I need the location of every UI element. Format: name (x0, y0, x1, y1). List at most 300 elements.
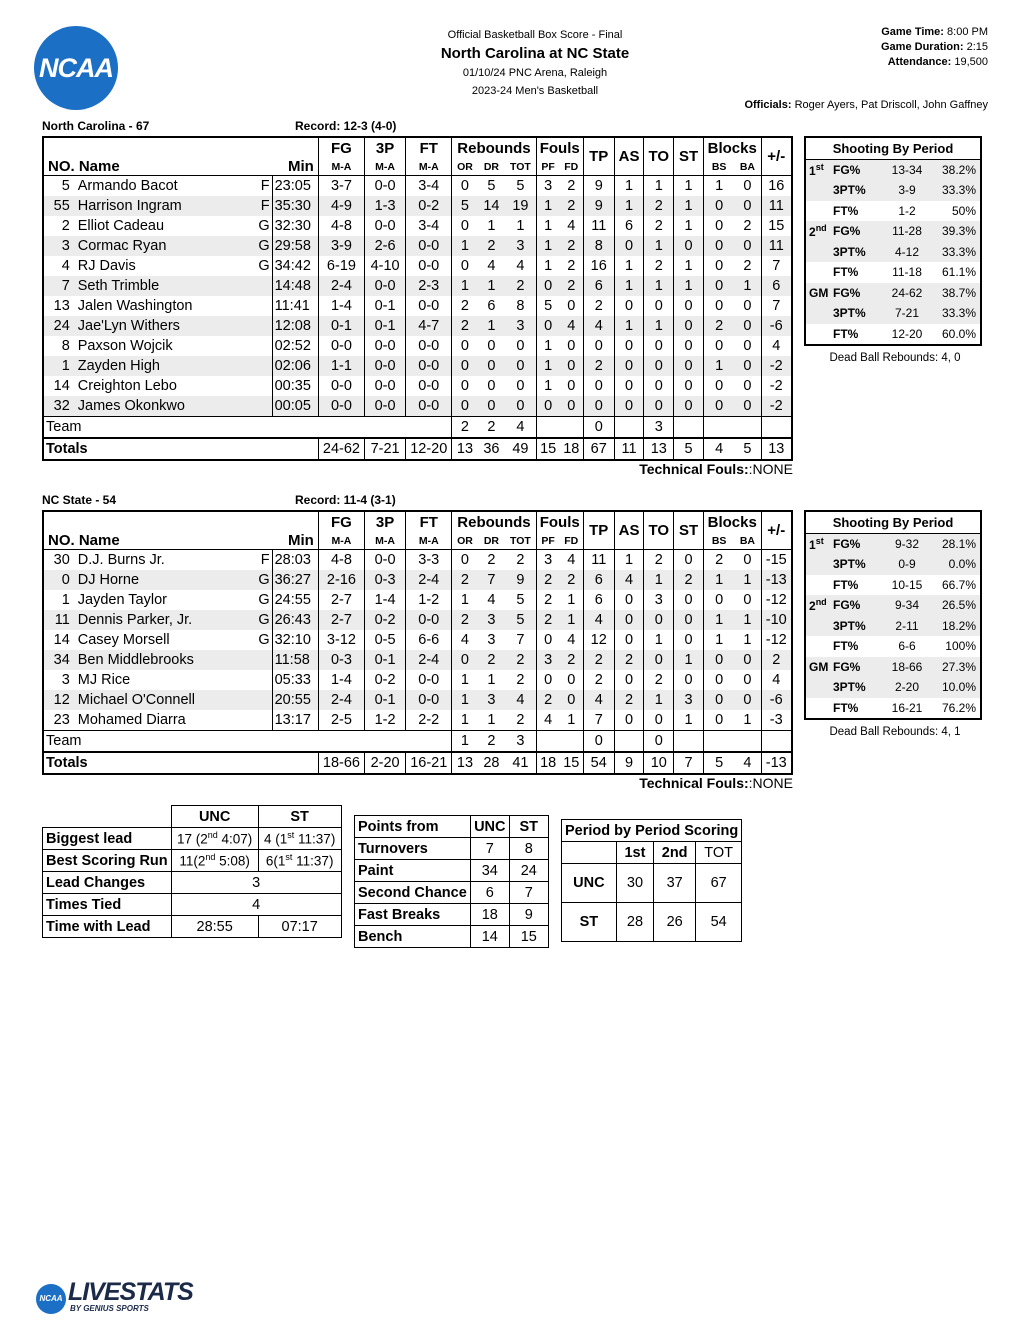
shooting-made-attempted: 9-34 (879, 595, 935, 616)
player-name (72, 296, 272, 316)
player-pm: -2 (761, 356, 792, 376)
player-to: 2 (644, 216, 674, 236)
player-to: 2 (644, 256, 674, 276)
player-fg: 6-19 (318, 256, 364, 276)
points-from-unc: 18 (470, 904, 509, 926)
shooting-stat-label: FG% (831, 533, 879, 554)
shooting-percentage: 38.7% (935, 283, 981, 304)
player-row (43, 296, 792, 316)
player-bs: 1 (715, 178, 724, 194)
player-name: Zayden High (77, 358, 160, 374)
player-fg: 2-16 (318, 570, 364, 590)
player-or: 4 (460, 632, 469, 648)
player-bs: 0 (703, 276, 734, 296)
points-from-unc: 14 (470, 926, 509, 948)
shooting-percentage: 50% (951, 203, 976, 218)
dead-ball-rebounds: Dead Ball Rebounds: 4, 1 (829, 725, 961, 738)
player-pf: 3 (536, 650, 560, 670)
player-ba: 0 (734, 296, 761, 316)
game-title: North Carolina at NC State (440, 45, 630, 62)
player-tot: 0 (505, 376, 536, 396)
totals-label: Totals (43, 752, 318, 774)
player-tp: 9 (583, 196, 614, 216)
best-run-label: Best Scoring Run (43, 850, 172, 872)
summary-header-st: ST (258, 806, 341, 828)
player-tot: 8 (505, 296, 536, 316)
game-time-label: Game Time: (881, 26, 944, 38)
totals-to: 10 (644, 752, 674, 774)
team-tp: 0 (583, 417, 614, 439)
player-dr: 3 (478, 690, 506, 710)
fg-header: FG (318, 511, 364, 532)
points-from-unc: 6 (470, 882, 509, 904)
player-st: 0 (674, 356, 704, 376)
game-summary-table (42, 805, 342, 938)
shooting-made-attempted: 2-20 (879, 677, 935, 698)
player-row (43, 670, 792, 690)
player-fg: 4-9 (318, 196, 364, 216)
period-label: GM (809, 659, 829, 674)
totals-as: 11 (614, 438, 644, 460)
player-pm: 11 (761, 196, 792, 216)
player-name (72, 276, 272, 296)
period-score: 67 (696, 864, 742, 903)
player-ba: 0 (734, 670, 761, 690)
tot-header: TOT (505, 532, 536, 550)
player-no: 30 (53, 552, 70, 568)
player-bs: 0 (703, 396, 734, 417)
player-ba: 0 (734, 316, 761, 336)
player-as: 1 (614, 550, 644, 571)
points-from-st: 8 (509, 838, 548, 860)
player-as: 0 (614, 396, 644, 417)
player-pm: -3 (769, 712, 783, 728)
player-st: 1 (674, 216, 704, 236)
shooting-stat-label: FT% (833, 577, 859, 592)
bs-header: BS (703, 532, 734, 550)
player-tp: 16 (583, 256, 614, 276)
player-tp: 11 (583, 216, 614, 236)
ba-header: BA (734, 532, 761, 550)
totals-row (43, 752, 792, 774)
season: 2023-24 Men's Basketball (471, 85, 599, 97)
shooting-made-attempted: 2-11 (879, 616, 935, 637)
player-fd: 2 (560, 196, 584, 216)
player-pm: -6 (761, 316, 792, 336)
player-ba: 0 (734, 376, 761, 396)
player-fg: 1-1 (318, 356, 364, 376)
player-no: 7 (43, 276, 72, 296)
player-fd: 2 (560, 570, 584, 590)
player-dr: 2 (478, 650, 506, 670)
totals-st: 7 (674, 752, 704, 774)
player-dr: 14 (478, 196, 506, 216)
game-info (881, 25, 988, 70)
player-as: 1 (614, 276, 644, 296)
player-as: 0 (614, 336, 644, 356)
player-as: 0 (614, 630, 644, 650)
totals-or: 13 (452, 752, 478, 774)
livestats-sub: BY GENIUS SPORTS (70, 1304, 149, 1313)
player-ba: 0 (734, 176, 761, 197)
player-pf: 2 (536, 690, 560, 710)
3p-header: 3P (365, 137, 406, 158)
player-tot: 2 (505, 670, 536, 690)
technical-fouls (639, 775, 793, 791)
totals-p3: 2-20 (365, 752, 406, 774)
shooting-row (805, 201, 981, 222)
player-dr: 2 (487, 552, 496, 568)
player-min: 13:17 (272, 710, 318, 731)
best-run-unc: 11(2nd 5:08) (171, 850, 258, 872)
player-to: 1 (644, 176, 674, 197)
player-p3: 4-10 (365, 256, 406, 276)
player-to: 0 (644, 396, 674, 417)
player-ba: 0 (734, 336, 761, 356)
shooting-row (805, 595, 981, 616)
player-dr: 3 (478, 610, 506, 630)
shooting-stat-label: FT% (833, 265, 859, 280)
shooting-percentage: 0.0% (935, 554, 981, 575)
player-no: 1 (43, 356, 72, 376)
points-from-st: 7 (509, 882, 548, 904)
shooting-row (805, 303, 981, 324)
player-ft: 0-0 (406, 356, 452, 376)
period-header-2: 2nd (654, 842, 696, 864)
player-name (72, 256, 272, 276)
biggest-lead-st: 4 (1st 11:37) (258, 828, 341, 850)
officials (744, 99, 988, 111)
player-dr: 2 (478, 236, 506, 256)
team-name-line: North Carolina - 67 (42, 119, 150, 133)
player-ba: 1 (734, 276, 761, 296)
player-to: 0 (644, 610, 674, 630)
player-p3: 0-0 (365, 336, 406, 356)
player-to: 0 (644, 336, 674, 356)
shooting-row (805, 180, 981, 201)
player-name (72, 590, 272, 610)
player-ba: 2 (734, 256, 761, 276)
player-or: 1 (452, 236, 478, 256)
shooting-by-period-title: Shooting By Period (805, 511, 981, 533)
shooting-made-attempted: 3-9 (879, 180, 935, 201)
player-bs: 0 (703, 650, 734, 670)
player-ba: 0 (734, 650, 761, 670)
shooting-row (805, 677, 981, 698)
min-header: Min (272, 532, 318, 550)
player-min: 05:33 (272, 670, 318, 690)
player-or: 1 (460, 592, 469, 608)
player-name: James Okonkwo (77, 398, 185, 414)
shooting-stat-label: 3PT% (831, 554, 879, 575)
player-st: 0 (674, 336, 704, 356)
player-to: 3 (644, 590, 674, 610)
player-as: 1 (614, 316, 644, 336)
player-tot: 0 (505, 396, 536, 417)
player-name (72, 630, 272, 650)
player-tot: 2 (505, 276, 536, 296)
player-fg: 0-3 (318, 650, 364, 670)
player-or: 5 (452, 196, 478, 216)
totals-tp: 54 (583, 752, 614, 774)
totals-label: Totals (43, 438, 318, 460)
player-pf: 3 (544, 552, 553, 568)
points-from-label: Fast Breaks (355, 904, 471, 926)
player-name: MJ Rice (77, 672, 131, 688)
player-tot: 2 (505, 710, 536, 731)
shooting-stat-label: FG% (831, 283, 879, 304)
ft-header: FT (406, 137, 452, 158)
player-as: 0 (614, 590, 644, 610)
time-with-lead-unc: 28:55 (171, 916, 258, 938)
shooting-made-attempted: 7-21 (879, 303, 935, 324)
player-tot: 3 (505, 316, 536, 336)
shooting-row (805, 324, 981, 346)
shooting-period (805, 595, 831, 616)
player-to: 1 (644, 690, 674, 710)
player-name: Michael O'Connell (77, 692, 195, 708)
player-st: 0 (674, 630, 704, 650)
player-fg: 0-1 (318, 316, 364, 336)
player-pm: -6 (761, 690, 792, 710)
totals-dr: 36 (478, 438, 506, 460)
player-min: 14:48 (272, 276, 318, 296)
points-from-label: Turnovers (355, 838, 471, 860)
points-from-label: Second Chance (355, 882, 471, 904)
player-pm: 6 (761, 276, 792, 296)
shooting-by-period-title: Shooting By Period (805, 137, 981, 159)
as-header: AS (614, 511, 644, 550)
totals-to: 13 (644, 438, 674, 460)
team-tp: 0 (583, 731, 614, 753)
player-ba: 0 (734, 690, 761, 710)
player-tot: 9 (505, 570, 536, 590)
player-as: 0 (614, 356, 644, 376)
player-or: 0 (460, 218, 469, 234)
team-pf (536, 417, 560, 439)
bs-header: BS (703, 158, 734, 176)
player-name: Armando Bacot (77, 178, 178, 194)
shooting-percentage: 60.0% (941, 326, 976, 341)
period-number: 2 (809, 225, 816, 240)
player-row (43, 196, 792, 216)
player-or: 0 (460, 338, 469, 354)
shooting-period (805, 324, 831, 346)
player-as: 0 (614, 670, 644, 690)
player-row (43, 216, 792, 236)
points-from-row (355, 926, 549, 948)
player-st: 0 (674, 296, 704, 316)
player-tp: 0 (583, 396, 614, 417)
player-st: 1 (674, 276, 704, 296)
player-bs: 2 (715, 552, 724, 568)
shooting-period (805, 554, 831, 575)
player-tot: 1 (505, 216, 536, 236)
shooting-by-period-table (804, 510, 982, 720)
player-ft: 0-0 (406, 396, 452, 417)
team-row-label: Team (43, 417, 452, 439)
player-or: 1 (460, 672, 469, 688)
player-to: 1 (644, 316, 674, 336)
totals-p3: 7-21 (365, 438, 406, 460)
time-with-lead-label: Time with Lead (43, 916, 172, 938)
player-min: 02:52 (272, 336, 318, 356)
team-bs (703, 417, 734, 439)
shooting-period (805, 303, 831, 324)
player-bs: 1 (703, 610, 734, 630)
totals-bs: 4 (703, 438, 734, 460)
player-ft: 0-2 (406, 196, 452, 216)
period-team-st: ST (562, 903, 617, 942)
player-or: 0 (460, 378, 469, 394)
ma-header: M-A (365, 158, 406, 176)
player-name (72, 650, 272, 670)
player-pm: -12 (765, 592, 787, 608)
player-st: 1 (674, 650, 704, 670)
player-pf: 3 (544, 178, 553, 194)
totals-bs: 5 (703, 752, 734, 774)
livestats-brand: LIVESTATS (68, 1278, 193, 1306)
header-blank (43, 137, 318, 158)
shooting-period (805, 262, 831, 283)
player-tp: 11 (583, 550, 614, 571)
plus-minus-header: +/- (761, 137, 792, 176)
player-fd: 2 (560, 256, 584, 276)
period-number: 2 (809, 599, 816, 614)
player-position: G (258, 632, 270, 648)
lead-changes-label: Lead Changes (43, 872, 172, 894)
player-pm: -2 (761, 396, 792, 417)
player-pf: 1 (544, 218, 553, 234)
player-name: RJ Davis (77, 258, 136, 274)
ma-header: M-A (318, 532, 364, 550)
player-pm: -12 (765, 632, 787, 648)
officials-names: Roger Ayers, Pat Driscoll, John Gaffney (794, 99, 988, 111)
rebounds-header: Rebounds (452, 511, 536, 532)
player-tp: 0 (583, 376, 614, 396)
player-st: 1 (674, 710, 704, 731)
player-pf: 2 (536, 570, 560, 590)
summary-header-unc: UNC (171, 806, 258, 828)
player-name: D.J. Burns Jr. (77, 552, 165, 568)
player-as: 4 (614, 570, 644, 590)
no-name-header: NO. Name (43, 532, 272, 550)
report-header (330, 26, 740, 100)
player-no: 14 (53, 378, 70, 394)
player-ba: 0 (734, 590, 761, 610)
player-dr: 0 (487, 378, 496, 394)
no-name-header: NO. Name (43, 158, 272, 176)
period-suffix: st (815, 535, 824, 546)
player-position: G (258, 258, 270, 274)
player-fg: 1-4 (318, 296, 364, 316)
player-fg: 2-4 (318, 276, 364, 296)
shooting-row (805, 242, 981, 263)
team-as (614, 417, 644, 439)
player-position: G (258, 218, 270, 234)
player-fd: 2 (560, 276, 584, 296)
shooting-row (805, 698, 981, 720)
player-dr: 0 (478, 356, 506, 376)
player-min: 00:05 (272, 396, 318, 417)
ncaa-logo-text: NCAA (39, 53, 113, 83)
player-min: 34:42 (272, 256, 318, 276)
shooting-made-attempted: 11-18 (892, 265, 922, 280)
player-name: Jae'Lyn Withers (77, 318, 180, 334)
totals-dr: 28 (478, 752, 506, 774)
player-name (72, 316, 272, 336)
shooting-row (805, 533, 981, 554)
player-st: 0 (674, 670, 704, 690)
player-bs: 0 (715, 338, 724, 354)
shooting-row (805, 159, 981, 180)
player-pf: 2 (544, 592, 553, 608)
player-tot: 0 (505, 356, 536, 376)
player-row (43, 356, 792, 376)
player-position: F (260, 552, 270, 568)
shooting-percentage: 33.3% (935, 242, 981, 263)
totals-fg: 24-62 (318, 438, 364, 460)
player-min: 32:10 (272, 630, 318, 650)
to-header: TO (644, 511, 674, 550)
shooting-made-attempted: 24-62 (879, 283, 935, 304)
points-from-label: Paint (355, 860, 471, 882)
player-ba: 1 (734, 570, 761, 590)
player-dr: 6 (487, 298, 496, 314)
player-or: 0 (452, 650, 478, 670)
shooting-period (805, 221, 831, 242)
team-row (43, 417, 792, 439)
player-row (43, 610, 792, 630)
player-p3: 0-0 (365, 376, 406, 396)
totals-tp: 67 (583, 438, 614, 460)
shooting-percentage: 61.1% (941, 265, 976, 280)
livestats-badge: NCAA (36, 1284, 66, 1314)
player-p3: 0-5 (365, 630, 406, 650)
player-ft: 2-3 (406, 276, 452, 296)
player-no: 0 (43, 570, 72, 590)
fd-header: FD (560, 532, 584, 550)
shooting-percentage: 33.3% (935, 303, 981, 324)
player-ba: 2 (734, 216, 761, 236)
team-tot: 3 (505, 731, 536, 753)
shooting-stat-label: 3PT% (831, 303, 879, 324)
report-subtitle: Official Basketball Box Score - Final (447, 29, 623, 41)
player-row (43, 256, 792, 276)
player-pf: 0 (536, 276, 560, 296)
totals-fd: 15 (560, 752, 584, 774)
player-tp: 6 (583, 590, 614, 610)
period-header-tot: TOT (696, 842, 742, 864)
period-score: 26 (654, 903, 696, 942)
shooting-stat-label: FT% (833, 639, 859, 654)
shooting-row (805, 221, 981, 242)
player-st: 0 (674, 590, 704, 610)
player-min: 12:08 (272, 316, 318, 336)
biggest-lead-unc: 17 (2nd 4:07) (171, 828, 258, 850)
player-tp: 8 (583, 236, 614, 256)
shooting-period (805, 242, 831, 263)
player-to: 0 (644, 650, 674, 670)
player-p3: 0-3 (365, 570, 406, 590)
player-p3: 0-0 (365, 356, 406, 376)
dr-header: DR (478, 532, 506, 550)
player-as: 0 (614, 710, 644, 731)
totals-pm: 13 (761, 438, 792, 460)
player-fd: 0 (560, 670, 584, 690)
player-name (72, 196, 272, 216)
player-ft: 0-0 (406, 256, 452, 276)
